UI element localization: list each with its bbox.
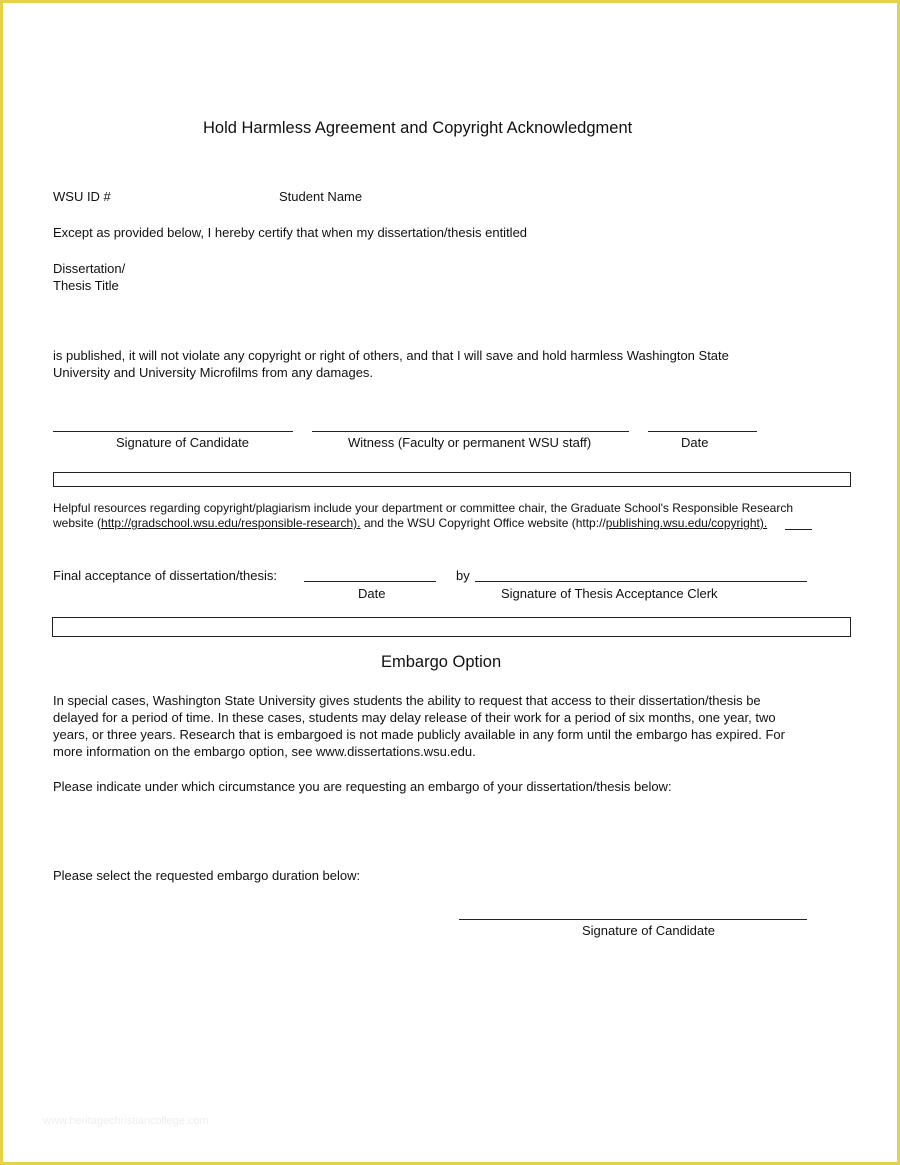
resources-trailing-underline (785, 529, 812, 530)
acceptance-date-line[interactable] (304, 581, 436, 582)
acceptance-label: Final acceptance of dissertation/thesis: (53, 568, 278, 583)
acceptance-date-label: Date (358, 586, 386, 601)
embargo-circumstance-prompt: Please indicate under which circumstance you are requesting an embargo of your dissertation/thesis below: (53, 779, 672, 794)
clerk-signature-line[interactable] (475, 581, 807, 582)
date-signature-line[interactable] (648, 431, 757, 432)
embargo-duration-prompt: Please select the requested embargo duration below: (53, 868, 361, 883)
gradschool-link[interactable]: http://gradschool.wsu.edu/responsible-research). (101, 516, 361, 530)
embargo-candidate-signature-line[interactable] (459, 919, 807, 920)
thesis-title-label-line2: Thesis Title (53, 278, 119, 293)
separator-box (52, 617, 851, 637)
embargo-heading: Embargo Option (381, 653, 502, 671)
certify-text: Except as provided below, I hereby certify that when my dissertation/thesis entitled (53, 225, 528, 240)
wsu-id-field[interactable] (113, 187, 263, 205)
separator-box (53, 472, 851, 487)
date-label: Date (681, 435, 709, 450)
clerk-signature-label: Signature of Thesis Acceptance Clerk (501, 586, 718, 601)
acceptance-by: by (456, 568, 470, 583)
page-title: Hold Harmless Agreement and Copyright Acknowledgment (203, 119, 633, 137)
embargo-candidate-signature-label: Signature of Candidate (582, 923, 715, 938)
thesis-title-label-line1: Dissertation/ (53, 261, 126, 276)
copyright-office-link[interactable]: publishing.wsu.edu/copyright). (605, 516, 768, 530)
resources-middle: and the WSU Copyright Office website (http:// (360, 516, 606, 530)
published-text: is published, it will not violate any copyright or right of others, and that I will save and hold harmless Washington State University and University Microfilms from any damages. (53, 348, 729, 380)
thesis-title-field[interactable] (138, 259, 838, 329)
resources-prefix: website ( (53, 516, 102, 530)
candidate-signature-label: Signature of Candidate (116, 435, 249, 450)
student-name-label: Student Name (279, 189, 363, 204)
wsu-id-label: WSU ID # (53, 189, 111, 204)
student-name-field[interactable] (371, 187, 841, 205)
resources-line2 (53, 516, 767, 530)
witness-signature-line[interactable] (312, 431, 629, 432)
watermark: www.heritagechristiancollege.com (43, 1115, 209, 1127)
candidate-signature-line[interactable] (53, 431, 293, 432)
resources-line1: Helpful resources regarding copyright/plagiarism include your department or committee chair, the Graduate School's Responsible Research (53, 501, 793, 515)
witness-signature-label: Witness (Faculty or permanent WSU staff) (348, 435, 592, 450)
embargo-paragraph: In special cases, Washington State University gives students the ability to request that access to their dissertation/thesis be delayed for a period of time. In these cases, students may delay release of their work for a period of six months, one year, two years, or three years. Research that is embargoed is not made publicly available in any form until the embargo has expired. For more information on the embargo option, see www.dissertations.wsu.edu. (53, 693, 785, 759)
